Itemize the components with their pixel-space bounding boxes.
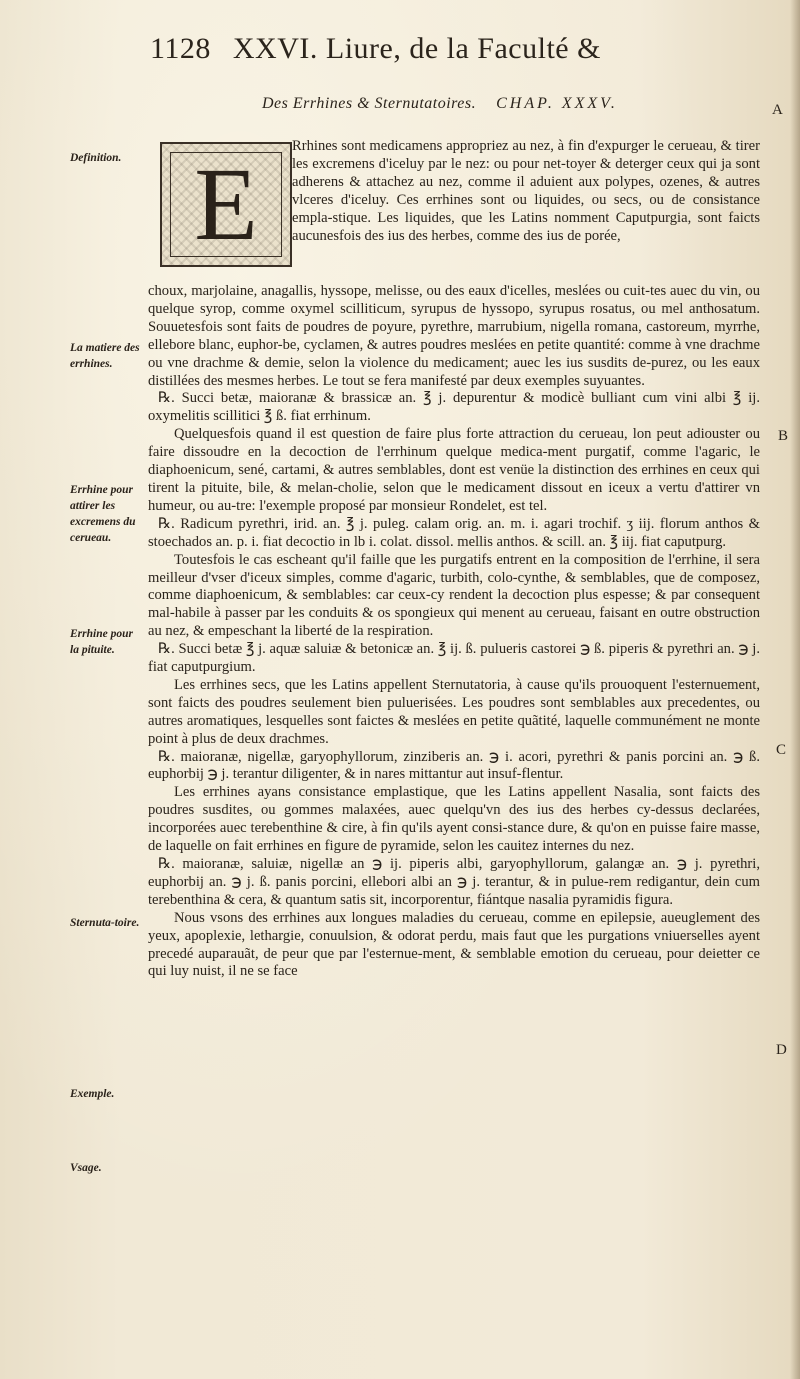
paragraph-definition: Rrhines sont medicamens appropriez au nez, à fin d'expurger le cerueau, & tirer les excremens d'iceluy par le nez: ou pour net-toyer & deterger ceux qui ja sont adherens & attachez au nez, comme il aduient aux polypes, ozenes, & autres vlceres d'iceluy. Ces errhines sont ou liquides, ou secs, ou de consistance empla-stique. Les liquides, que les Latins nomment Caputpurgia, sont faicts aucunesfois des ius des herbes, comme des ius de porée,: [292, 138, 760, 244]
chapter-number: CHAP. XXXV.: [496, 95, 618, 112]
signature-letter-d: D: [776, 1042, 787, 1058]
side-note-matiere: La matiere des errhines.: [70, 342, 140, 370]
running-title: XXVI. Liure, de la Faculté &: [232, 32, 601, 65]
paragraph-sternutatoires: Les errhines secs, que les Latins appellent Sternutatoria, à cause qu'ils prouoquent l'esternuement, sont faicts des poudres seulement bien puluerisées. Les poudres sont semblables aux precedentes, ou autres aromatiques, lesquelles sont faictes & meslées en petite quãtité, laquelle communément ne monte point à plus de deux drachmes.: [148, 676, 760, 747]
opening-paragraph: [148, 138, 760, 245]
paragraph-matiere: choux, marjolaine, anagallis, hyssope, melisse, ou des eaux d'icelles, meslées ou cuit-tes auec du vin, ou quelque syrop, comme oxymel scilliticum, syrupus de hyssopo, syrupus rosatus, ou mel anthosatum. Souuetesfois sont faits de poudres de poyure, pyrethre, marrubium, nigella romana, castoreum, myrrhe, ellebore blanc, euphor-be, cyclamen, & autres poudres meslées en petite quantité: comme à vne drachme ou vne drachme & demie, selon la violence du medicament; auec les ius susdits de-purez, ou les eaux distillées des mesmes herbes. Le tout se fera manifesté par deux exemples suyuantes.: [148, 283, 760, 389]
recipe-2: ℞. Radicum pyrethri, irid. an. ℥ j. puleg. calam orig. an. m. i. agari trochif. ʒ iij. florum anthos & stoechados an. p. i. fiat decoctio in lb i. colat. dissol. mellis anthos. & scill. an. ℥ iij. fiat caputpurg.: [148, 515, 760, 550]
chapter-heading: [262, 95, 732, 117]
paragraph-nasalia: Les errhines ayans consistance emplastique, que les Latins appellent Nasalia, sont faicts des poudres susdites, ou gommes malaxées, auec quelqu'vn des ius des herbes cy-dessus declarées, incorporées auec terebenthine & cire, à fin qu'ils ayent consi-stance dure, & qu'on en puisse faire masse, de laquelle on fait errhines en figure de pyramide, selon les cauitez internes du nez.: [148, 784, 760, 855]
running-head: [150, 32, 710, 76]
recipe-5: ℞. maioranæ, saluiæ, nigellæ an ℈ ij. piperis albi, garyophyllorum, galangæ an. ℈ j. pyrethri, euphorbij an. ℈ j. ß. panis porcini, ellebori albi an ℈ j. terantur, & in pulue-rem redigantur, dein cum terebenthina & cera, & quantum satis sit, incorporentur, fiántque nasalia pyramidis figura.: [148, 856, 760, 908]
signature-letter-b: B: [778, 428, 789, 444]
recipe-4: ℞. maioranæ, nigellæ, garyophyllorum, zinziberis an. ℈ i. acori, pyrethri & panis porcini an. ℈ ß. euphorbij ℈ j. terantur diligenter, & in nares mittantur aut insuf-flentur.: [148, 748, 760, 783]
signature-letter-a: A: [772, 102, 783, 118]
initial-letter: E: [194, 146, 258, 262]
paragraph-vsage: Nous vsons des errhines aux longues maladies du cerueau, comme en epilepsie, aueuglement des yeux, apoplexie, lethargie, conuulsion, & odorat perdu, mais faut que les purgations vniuerselles ayent precedé auparauãt, de peur que par l'esternue-ment, & semblable emotion du cerueau, pour deietter ce qui luy nuist, il ne se face: [148, 909, 760, 980]
paragraph-composition: Toutesfois le cas escheant qu'il faille que les purgatifs entrent en la composition de l'errhine, il sera meilleur d'vser d'iceux simples, comme d'agaric, turbith, colo-cynthe, & semblables, que de composez, comme diaphoenicum, & semblables: car ceux-cy rendent la decoction plus espesse; & par consequent mal-habile à passer par les conduits & os spongieux qui menent au cerueau, faisant en outre obstruction au nez, & empeschant la liberté de la respiration.: [148, 551, 760, 640]
side-note-exemple: Exemple.: [70, 1088, 115, 1100]
page-number: 1128: [150, 32, 211, 65]
side-note-sternutatoire: Sternuta-toire.: [70, 917, 140, 929]
main-text: [148, 283, 760, 981]
side-note-definition: Definition.: [70, 152, 122, 164]
recipe-1: ℞. Succi betæ, maioranæ & brassicæ an. ℥ j. depurentur & modicè bulliant cum vini albi ℥ ij. oxymelitis scillitici ℥ ß. fiat errhinum.: [148, 390, 760, 425]
side-note-vsage: Vsage.: [70, 1162, 102, 1174]
paragraph-attraction: Quelquesfois quand il est question de faire plus forte attraction du cerueau, lon peut adiouster ou faire dissoudre en la decoction de l'errhinum quelque medica-ment purgatif, comme l'agaric, le diaphoenicum, sené, cartami, & autres semblables, dont est venüe la distinction des errhines en ceux qui tirent la pituite, bile, & melan-cholie, selon que le medicament dissout en iceux a vertu d'attirer vn humeur, ou au-tre: l'exemple proposé par monsieur Rondelet, est tel.: [148, 426, 760, 514]
recipe-3: ℞. Succi betæ ℥ j. aquæ saluiæ & betonicæ an. ℥ ij. ß. pulueris castorei ℈ ß. piperis & pyrethri an. ℈ j. fiat caputpurgium.: [148, 641, 760, 676]
chapter-title: Des Errhines & Sternutatoires.: [262, 95, 477, 112]
side-note-excremens: Errhine pour attirer les excremens du cerueau.: [70, 484, 136, 544]
side-note-pituite: Errhine pour la pituite.: [70, 628, 133, 656]
page-gutter-shadow: [790, 0, 800, 1379]
signature-letter-c: C: [776, 742, 787, 758]
